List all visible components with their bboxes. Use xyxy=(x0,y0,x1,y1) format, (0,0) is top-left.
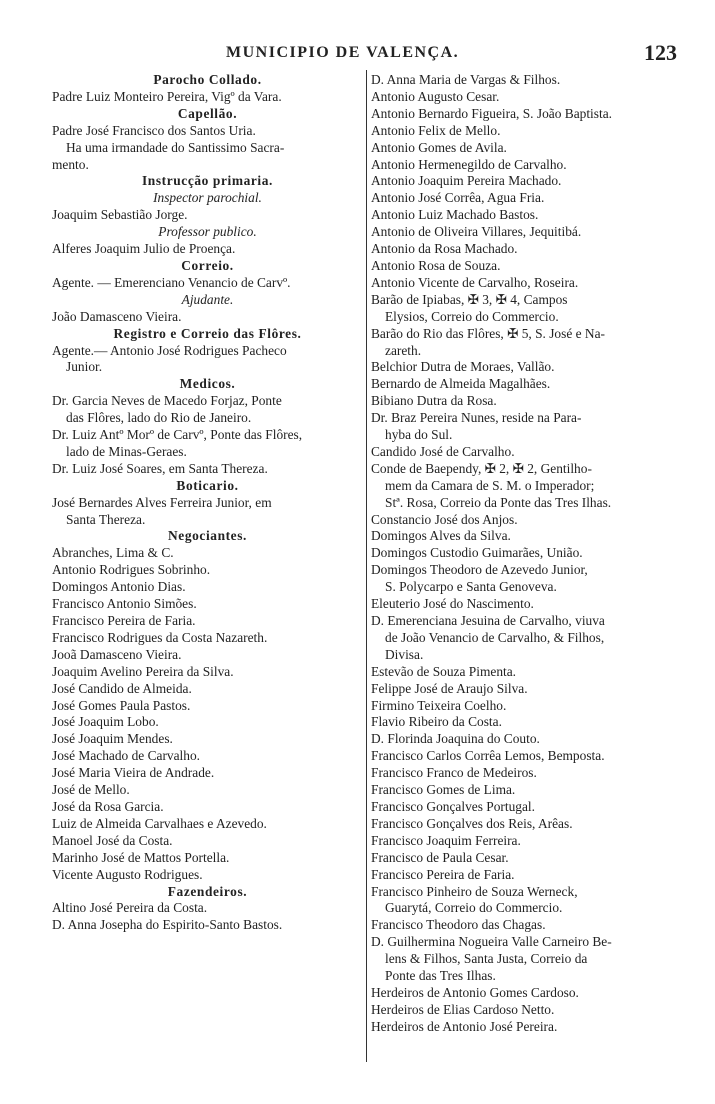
boticario-line: Santa Thereza. xyxy=(66,511,146,527)
ajudante-entry: João Damasceno Vieira. xyxy=(52,308,182,324)
column-divider xyxy=(366,70,367,1062)
list-item: José da Rosa Garcia. xyxy=(52,798,164,814)
section-heading-negociantes: Negociantes. xyxy=(168,528,247,544)
irmandade-line: mento. xyxy=(52,156,89,172)
list-item: Domingos Custodio Guimarães, União. xyxy=(371,545,583,561)
list-item: Elysios, Correio do Commercio. xyxy=(385,308,559,324)
medico-line: lado de Minas-Geraes. xyxy=(66,443,187,459)
list-item: Antonio Joaquim Pereira Machado. xyxy=(371,173,562,189)
list-item: Ponte das Tres Ilhas. xyxy=(385,968,496,984)
list-item: José Machado de Carvalho. xyxy=(52,748,200,764)
irmandade-line: Ha uma irmandade do Santissimo Sacra- xyxy=(66,139,285,155)
list-item: Barão de Ipiabas, ✠ 3, ✠ 4, Campos xyxy=(371,291,568,307)
list-item: Antonio Luiz Machado Bastos. xyxy=(371,207,539,223)
list-item: Francisco Gonçalves dos Reis, Arêas. xyxy=(371,815,573,831)
section-heading-registro: Registro e Correio das Flôres. xyxy=(113,325,302,341)
list-item: Herdeiros de Antonio José Pereira. xyxy=(371,1018,558,1034)
list-item: Antonio Rosa de Souza. xyxy=(371,257,501,273)
list-item: Estevão de Souza Pimenta. xyxy=(371,663,517,679)
section-heading-capellao: Capellão. xyxy=(177,105,238,121)
section-heading-medicos: Medicos. xyxy=(179,376,236,392)
list-item: Marinho José de Mattos Portella. xyxy=(52,849,230,865)
list-item: Antonio Felix de Mello. xyxy=(371,122,501,138)
list-item: Luiz de Almeida Carvalhaes e Azevedo. xyxy=(52,815,267,831)
list-item: Constancio José dos Anjos. xyxy=(371,511,518,527)
section-heading-fazendeiros: Fazendeiros. xyxy=(167,883,248,899)
list-item: Antonio Rodrigues Sobrinho. xyxy=(52,562,211,578)
list-item: Abranches, Lima & C. xyxy=(52,545,174,561)
professor-entry: Alferes Joaquim Julio de Proença. xyxy=(52,241,236,257)
section-heading-correio: Correio. xyxy=(181,257,234,273)
list-item: lens & Filhos, Santa Justa, Correio da xyxy=(385,951,588,967)
list-item: Belchior Dutra de Moraes, Vallão. xyxy=(371,359,555,375)
section-heading-boticario: Boticario. xyxy=(176,477,239,493)
list-item: Eleuterio José do Nascimento. xyxy=(371,596,534,612)
list-item: Antonio da Rosa Machado. xyxy=(371,241,518,257)
list-item: Francisco Rodrigues da Costa Nazareth. xyxy=(52,629,268,645)
medico-line: Dr. Garcia Neves de Macedo Forjaz, Ponte xyxy=(52,393,282,409)
inspector-entry: Joaquim Sebastião Jorge. xyxy=(52,207,188,223)
list-item: José de Mello. xyxy=(52,782,130,798)
page-header xyxy=(0,40,715,70)
fazendeiros-list xyxy=(52,900,363,934)
list-item: Barão do Rio das Flôres, ✠ 5, S. José e Na- xyxy=(371,325,605,341)
list-item: Guarytá, Correio do Commercio. xyxy=(385,900,563,916)
list-item: José Joaquim Mendes. xyxy=(52,731,173,747)
parocho-entry: Padre Luiz Monteiro Pereira, Vigº da Vara. xyxy=(52,88,282,104)
subheading-professor: Professor publico. xyxy=(158,224,257,240)
negociantes-list xyxy=(52,545,363,883)
list-item: Francisco Pinheiro de Souza Werneck, xyxy=(371,883,578,899)
list-item: Antonio Hermenegildo de Carvalho. xyxy=(371,156,567,172)
list-item: Antonio de Oliveira Villares, Jequitibá. xyxy=(371,224,582,240)
correio-agente: Agente. — Emerenciano Venancio de Carvº. xyxy=(52,274,291,290)
registro-line: Junior. xyxy=(66,359,103,375)
list-item: Jooã Damasceno Vieira. xyxy=(52,646,182,662)
list-item: Firmino Teixeira Coelho. xyxy=(371,697,507,713)
list-item: D. Guilhermina Nogueira Valle Carneiro Be- xyxy=(371,934,612,950)
boticario-line: José Bernardes Alves Ferreira Junior, em xyxy=(52,494,272,510)
list-item: Manoel José da Costa. xyxy=(52,832,173,848)
running-title: MUNICIPIO DE VALENÇA. xyxy=(226,44,460,61)
list-item: D. Emerenciana Jesuina de Carvalho, viuva xyxy=(371,613,605,628)
list-item: Francisco Gomes de Lima. xyxy=(371,782,516,798)
list-item: Dr. Braz Pereira Nunes, reside na Para- xyxy=(371,410,582,426)
list-item: Francisco Pereira de Faria. xyxy=(371,866,515,882)
list-item: hyba do Sul. xyxy=(385,427,453,443)
right-column xyxy=(371,72,689,1036)
list-item: Herdeiros de Antonio Gomes Cardoso. xyxy=(371,984,579,1000)
list-item: Francisco Gonçalves Portugal. xyxy=(371,798,535,814)
list-item: Francisco Pereira de Faria. xyxy=(52,613,196,628)
list-item: Bernardo de Almeida Magalhães. xyxy=(371,376,551,392)
list-item: José Candido de Almeida. xyxy=(52,680,192,696)
registro-line: Agente.— Antonio José Rodrigues Pacheco xyxy=(52,342,287,358)
subheading-inspector: Inspector parochial. xyxy=(153,190,262,206)
page-number: 123 xyxy=(644,40,677,65)
list-item: Domingos Theodoro de Azevedo Junior, xyxy=(371,562,588,578)
medico-line: das Flôres, lado do Rio de Janeiro. xyxy=(66,410,252,426)
capellao-entry: Padre José Francisco dos Santos Uria. xyxy=(52,122,256,138)
list-item: Joaquim Avelino Pereira da Silva. xyxy=(52,663,234,679)
list-item: Francisco de Paula Cesar. xyxy=(371,849,509,865)
list-item: Francisco Carlos Corrêa Lemos, Bemposta. xyxy=(371,748,605,764)
list-item: de João Venancio de Carvalho, & Filhos, xyxy=(385,629,605,645)
list-item: Francisco Antonio Simões. xyxy=(52,596,197,612)
list-item: José Maria Vieira de Andrade. xyxy=(52,765,215,781)
list-item: Antonio Bernardo Figueira, S. João Baptista. xyxy=(371,105,612,121)
list-item: Antonio José Corrêa, Agua Fria. xyxy=(371,190,545,206)
list-item: Stª. Rosa, Correio da Ponte das Tres Ilhas. xyxy=(385,494,612,510)
list-item: S. Polycarpo e Santa Genoveva. xyxy=(385,579,557,595)
list-item: mem da Camara de S. M. o Imperador; xyxy=(385,477,595,493)
list-item: Altino José Pereira da Costa. xyxy=(52,900,208,916)
list-item: Antonio Augusto Cesar. xyxy=(371,88,500,104)
list-item: Antonio Gomes de Avila. xyxy=(371,139,507,155)
list-item: Francisco Franco de Medeiros. xyxy=(371,765,537,781)
list-item: Felippe José de Araujo Silva. xyxy=(371,680,528,696)
list-item: Antonio Vicente de Carvalho, Roseira. xyxy=(371,274,579,290)
list-item: Domingos Alves da Silva. xyxy=(371,528,511,544)
medico-line: Dr. Luiz José Soares, em Santa Thereza. xyxy=(52,460,268,476)
list-item: D. Anna Josepha do Espirito-Santo Bastos. xyxy=(52,917,283,933)
section-heading-instrucao: Instrucção primaria. xyxy=(141,173,273,189)
fazendeiros-continued-list xyxy=(371,72,689,1036)
list-item: Divisa. xyxy=(385,646,424,662)
list-item: Flavio Ribeiro da Costa. xyxy=(371,714,502,730)
list-item: Francisco Joaquim Ferreira. xyxy=(371,832,521,848)
subheading-ajudante: Ajudante. xyxy=(181,291,234,307)
left-column xyxy=(52,72,363,934)
list-item: Candido José de Carvalho. xyxy=(371,443,515,459)
list-item: D. Anna Maria de Vargas & Filhos. xyxy=(371,72,561,87)
list-item: Domingos Antonio Dias. xyxy=(52,579,186,595)
list-item: Bibiano Dutra da Rosa. xyxy=(371,393,497,409)
list-item: Herdeiros de Elias Cardoso Netto. xyxy=(371,1001,555,1017)
section-heading-parocho: Parocho Collado. xyxy=(153,72,262,87)
medico-line: Dr. Luiz Antº Morº de Carvº, Ponte das Flôres, xyxy=(52,427,303,443)
list-item: Francisco Theodoro das Chagas. xyxy=(371,917,546,933)
list-item: Conde de Baependy, ✠ 2, ✠ 2, Gentilho- xyxy=(371,460,592,476)
list-item: José Joaquim Lobo. xyxy=(52,714,159,730)
list-item: D. Florinda Joaquina do Couto. xyxy=(371,731,540,747)
list-item: zareth. xyxy=(385,342,422,358)
list-item: Vicente Augusto Rodrigues. xyxy=(52,866,203,882)
list-item: José Gomes Paula Pastos. xyxy=(52,697,191,713)
